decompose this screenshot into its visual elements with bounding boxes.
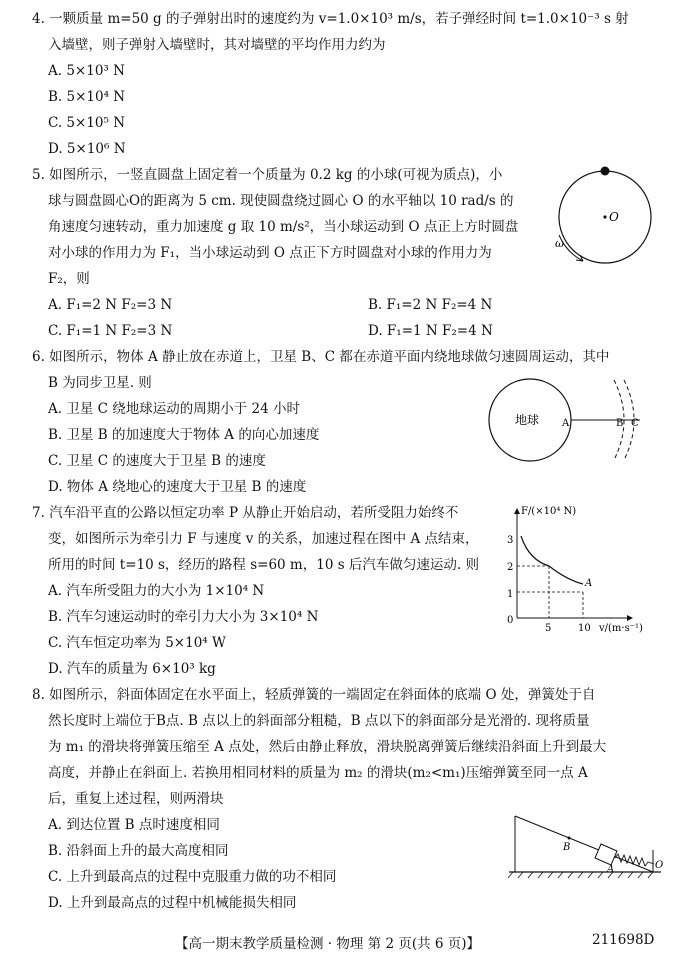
q4-stem-line-2: 入墙壁，则子弹射入墙壁时，其对墙壁的平均作用力约为 [48, 37, 386, 53]
q8-label-o: O [655, 860, 664, 871]
q8-stem-line-3: 为 m₁ 的滑块将弹簧压缩至 A 点处，然后由静止释放，滑块脱离弹簧后继续沿斜面上升到最大 [48, 739, 607, 755]
q6-label-a: A [562, 418, 570, 429]
q7-origin-label: 0 [507, 615, 514, 626]
q7-ytick-1: 1 [507, 589, 514, 600]
q7-ytick-3: 3 [507, 535, 514, 546]
q6-stem-line-1: 6. 如图所示，物体 A 静止放在赤道上，卫星 B、C 都在赤道平面内绕地球做匀速圆周运动，其中 [32, 349, 610, 365]
q7-y-axis-label: F/(×10⁴ N) [521, 506, 577, 517]
q6-orbit-figure [488, 372, 648, 468]
q5-center-dot [603, 215, 606, 218]
q8-option-a: A. 到达位置 B 点时速度相同 [48, 817, 220, 833]
q5-stem-line-1: 5. 如图所示，一竖直圆盘上固定着一个质量为 0.2 kg 的小球(可视为质点)，小 [32, 167, 503, 183]
q8-block [595, 844, 617, 865]
q6-label-b: B [616, 418, 624, 429]
q7-option-a: A. 汽车所受阻力的大小为 1×10⁴ N [48, 583, 265, 599]
q5-stem-line-5: F₂，则 [48, 271, 90, 287]
q8-option-d: D. 上升到最高点的过程中机械能损失相同 [48, 895, 297, 911]
q5-center-label: O [609, 210, 619, 224]
q6-option-d: D. 物体 A 绕地心的速度大于卫星 B 的速度 [48, 479, 307, 495]
q5-ball [601, 167, 610, 176]
q6-earth-label: 地球 [515, 413, 540, 427]
q8-incline-figure [505, 810, 665, 882]
q5-option-c: C. F₁=1 N F₂=3 N [48, 323, 173, 339]
q6-label-c: C [631, 418, 639, 429]
q7-point-a-label: A [585, 578, 593, 589]
q6-option-b: B. 卫星 B 的加速度大于物体 A 的向心加速度 [48, 427, 320, 443]
q4-option-c: C. 5×10⁵ N [48, 115, 126, 131]
q6-option-a: A. 卫星 C 绕地球运动的周期小于 24 小时 [48, 401, 301, 417]
q4-option-a: A. 5×10³ N [48, 63, 125, 79]
q7-x-axis-label: v/(m·s⁻¹) [599, 623, 643, 634]
q7-option-b: B. 汽车匀速运动时的牵引力大小为 3×10⁴ N [48, 609, 319, 625]
q8-stem-line-2: 然长度时上端位于B点. B 点以上的斜面部分粗糙，B 点以下的斜面部分是光滑的. 现将质量 [48, 713, 590, 729]
q8-incline-slope [515, 816, 653, 872]
q7-stem-line-2: 变，如图所示为牵引力 F 与速度 v 的关系，加速过程在图中 A 点结束， [48, 531, 479, 547]
q7-curve [521, 536, 583, 584]
q7-option-c: C. 汽车恒定功率为 5×10⁴ W [48, 635, 226, 651]
q5-omega-label: ω [555, 237, 564, 250]
q6-option-c: C. 卫星 C 的速度大于卫星 B 的速度 [48, 453, 266, 469]
q7-xtick-10: 10 [578, 623, 591, 634]
q4-option-d: D. 5×10⁶ N [48, 141, 126, 157]
q5-option-a: A. F₁=2 N F₂=3 N [48, 297, 173, 313]
q5-stem-line-3: 角速度匀速转动，重力加速度 g 取 10 m/s²，当小球运动到 O 点正上方时圆盘 [48, 219, 519, 235]
q8-option-b: B. 沿斜面上升的最大高度相同 [48, 843, 229, 859]
q5-option-b: B. F₁=2 N F₂=4 N [368, 297, 493, 313]
q7-ytick-2: 2 [507, 562, 514, 573]
page-footer: 【高一期末教学质量检测 · 物理 第 2 页(共 6 页)】 [175, 936, 481, 952]
q5-stem-line-2: 球与圆盘圆心O的距离为 5 cm. 现使圆盘绕过圆心 O 的水平轴以 10 rad/s 的 [48, 193, 514, 209]
q8-label-b: B [563, 842, 571, 853]
q7-stem-line-1: 7. 汽车沿平直的公路以恒定功率 P 从静止开始启动，若所受阻力始终不 [32, 505, 459, 521]
q8-option-c: C. 上升到最高点的过程中克服重力做的功不相同 [48, 869, 337, 885]
q5-option-d: D. F₁=1 N F₂=4 N [368, 323, 493, 339]
q8-stem-line-5: 后，重复上述过程，则两滑块 [48, 791, 224, 807]
q4-stem-line-1: 4. 一颗质量 m=50 g 的子弹射出时的速度约为 v=1.0×10³ m/s，若子弹经时间 t=1.0×10⁻³ s 射 [32, 11, 629, 27]
q7-xtick-5: 5 [545, 623, 552, 634]
q8-stem-line-1: 8. 如图所示，斜面体固定在水平面上，轻质弹簧的一端固定在斜面体的底端 O 处，弹簧处于自 [32, 687, 596, 703]
q5-disk-figure [553, 165, 653, 265]
q5-stem-line-4: 对小球的作用力为 F₁，当小球运动到 O 点正下方时圆盘对小球的作用力为 [48, 245, 492, 261]
q8-point-b [568, 837, 571, 840]
q7-force-velocity-graph [495, 500, 655, 635]
q7-option-d: D. 汽车的质量为 6×10³ kg [48, 661, 216, 677]
q4-option-b: B. 5×10⁴ N [48, 89, 126, 105]
q8-stem-line-4: 高度，并静止在斜面上. 若换用相同材料的质量为 m₂ 的滑块(m₂<m₁)压缩弹簧至同一点 A [48, 765, 588, 781]
q6-stem-line-2: B 为同步卫星. 则 [48, 375, 152, 391]
q7-stem-line-3: 所用的时间 t=10 s，经历的路程 s=60 m，10 s 后汽车做匀速运动. 则 [48, 557, 479, 573]
exam-code: 211698D [592, 932, 655, 948]
q8-label-a: A [607, 864, 615, 875]
